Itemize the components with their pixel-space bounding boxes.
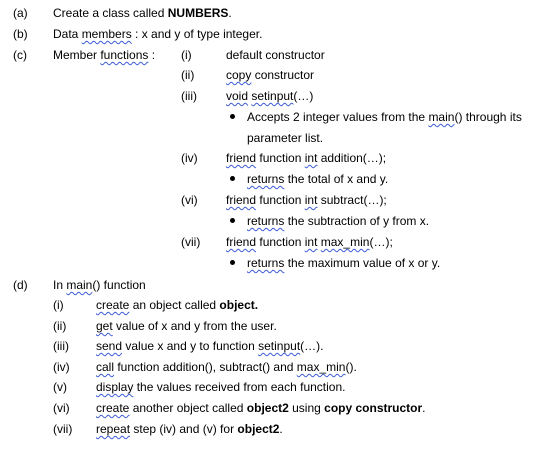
sub-num-d-i: (i) (53, 298, 64, 312)
bullet-text-c-vi: returns the subtraction of y from x. (247, 214, 430, 228)
item-label-c: (c) (13, 48, 27, 62)
item-a-text: Create a class called NUMBERS. (53, 6, 232, 20)
sub-num-d-v: (v) (53, 380, 67, 394)
bullet (230, 218, 235, 223)
item-label-a: (a) (13, 6, 28, 20)
sub-num-c-iv: (iv) (181, 151, 198, 165)
item-b-text: Data members : x and y of type integer. (53, 27, 263, 41)
sub-text-d-ii: get value of x and y from the user. (96, 319, 277, 333)
item-c-text: Member functions : (53, 48, 156, 62)
sub-num-d-ii: (ii) (53, 319, 67, 333)
bullet-text-c-iii-1: Accepts 2 integer values from the main() through its (247, 110, 522, 124)
sub-text-c-i: default constructor (226, 48, 325, 62)
item-label-b: (b) (13, 27, 28, 41)
sub-text-c-iii: void setinput(…) (226, 89, 314, 103)
sub-num-c-i: (i) (181, 48, 192, 62)
sub-num-c-iii: (iii) (181, 89, 197, 103)
bullet-text-c-iv: returns the total of x and y. (247, 172, 389, 186)
sub-num-d-iv: (iv) (53, 360, 70, 374)
sub-num-c-ii: (ii) (181, 68, 195, 82)
sub-num-d-vii: (vii) (53, 422, 73, 436)
sub-text-d-iv: call function addition(), subtract() and max_min(). (96, 360, 357, 374)
sub-text-c-ii: copy constructor (226, 68, 315, 82)
sub-text-c-vii: friend function int max_min(…); (226, 235, 393, 249)
bullet (230, 114, 235, 119)
sub-text-d-i: create an object called object. (96, 298, 259, 312)
sub-text-d-v: display the values received from each function. (96, 380, 346, 394)
sub-num-d-iii: (iii) (53, 339, 69, 353)
sub-num-c-vii: (vii) (181, 235, 201, 249)
sub-text-c-vi: friend function int subtract(…); (226, 193, 387, 207)
item-label-d: (d) (13, 278, 28, 292)
bullet (230, 176, 235, 181)
sub-text-d-iii: send value x and y to function setinput(…). (96, 339, 324, 353)
sub-num-c-vi: (vi) (181, 193, 198, 207)
bullet (230, 260, 235, 265)
item-d-text: In main() function (53, 278, 146, 292)
bullet-text-c-vii: returns the maximum value of x or y. (247, 256, 441, 270)
sub-text-d-vii: repeat step (iv) and (v) for object2. (96, 422, 283, 436)
sub-num-d-vi: (vi) (53, 401, 70, 415)
sub-text-c-iv: friend function int addition(…); (226, 151, 387, 165)
bullet-text-c-iii-2: parameter list. (247, 131, 324, 145)
sub-text-d-vi: create another object called object2 using copy constructor. (96, 401, 426, 415)
